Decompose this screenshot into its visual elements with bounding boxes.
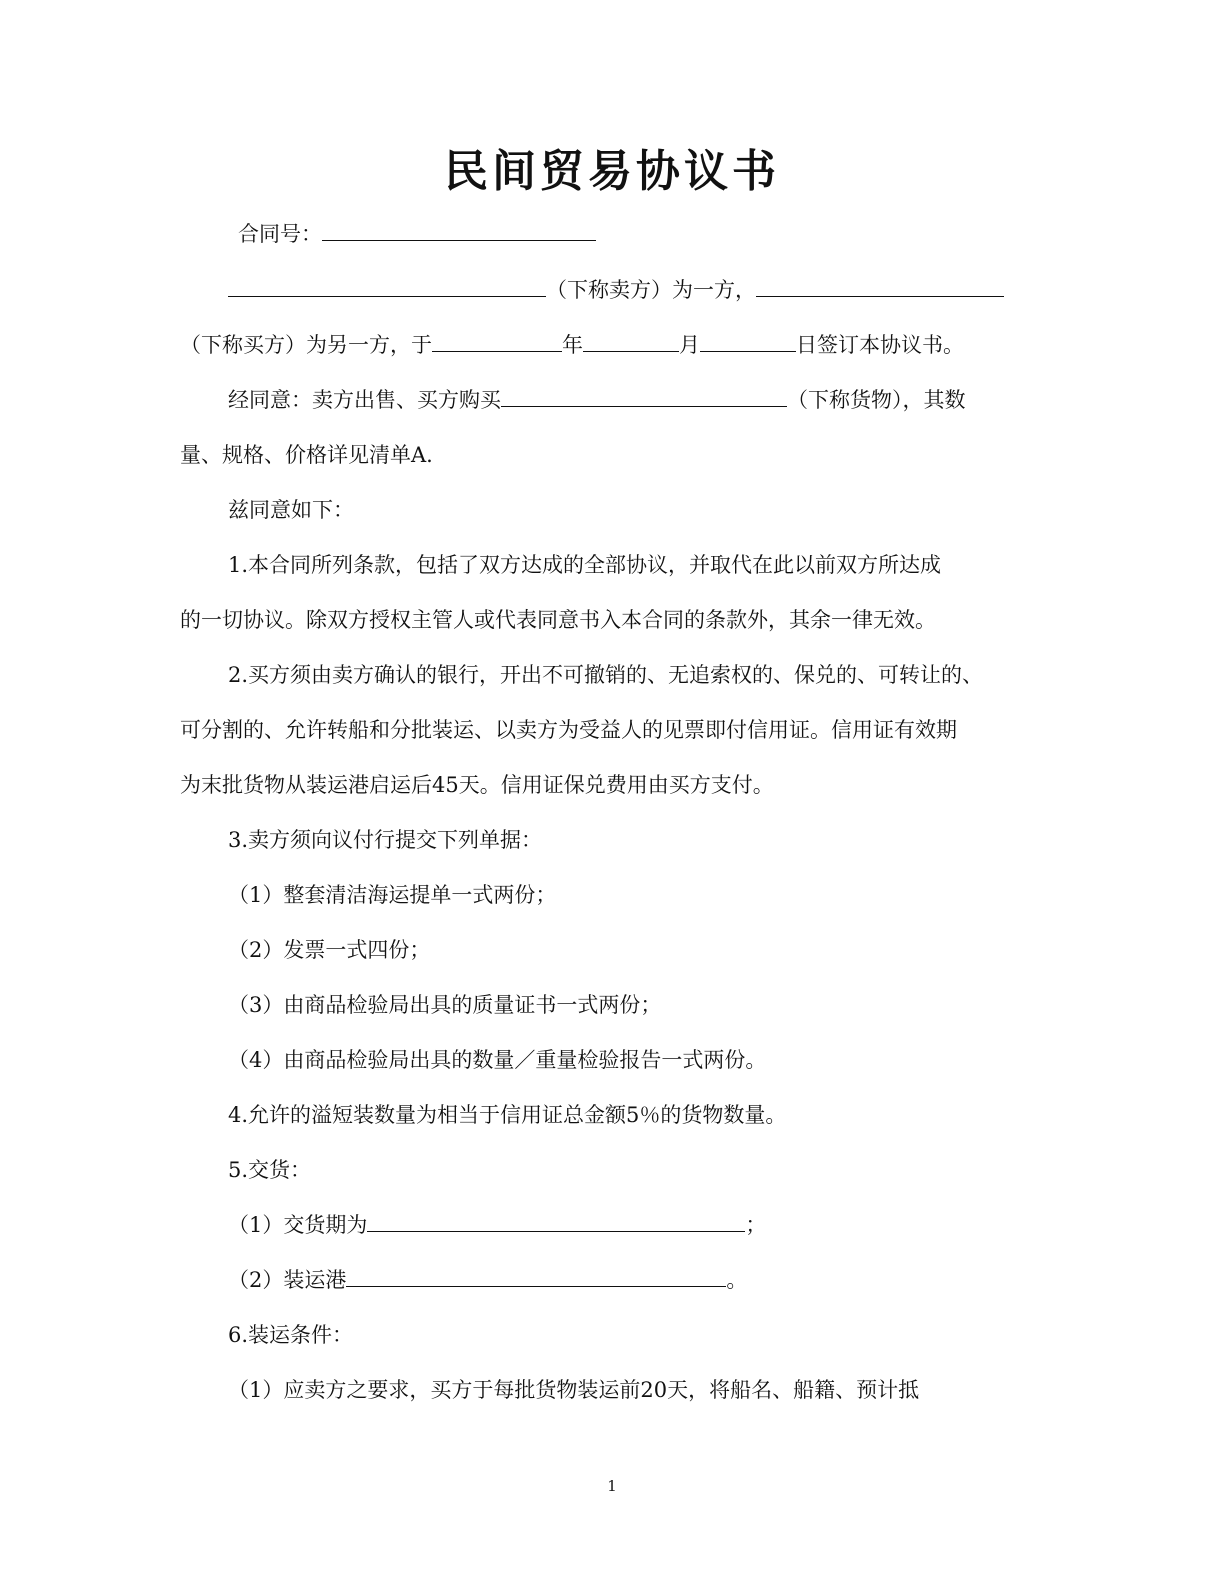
clause-6-item-1: （1）应卖方之要求，买方于每批货物装运前20天，将船名、船籍、预计抵 [228, 1378, 920, 1402]
goods-line-2: 量、规格、价格详见清单A. [180, 443, 433, 467]
day-sign-label: 日签订本协议书。 [796, 333, 964, 357]
clause-2-line-2: 可分割的、允许转船和分批装运、以卖方为受益人的见票即付信用证。信用证有效期 [180, 718, 957, 742]
buyer-date-line [180, 329, 964, 361]
page-number: 1 [607, 1477, 617, 1495]
delivery-period-label: （1）交货期为 [228, 1213, 368, 1237]
goods-line-1 [228, 384, 966, 416]
agree-heading: 兹同意如下： [228, 498, 354, 522]
clause-1-line-2: 的一切协议。除双方授权主管人或代表同意书入本合同的条款外，其余一律无效。 [180, 608, 936, 632]
clause-3-item-2: （2）发票一式四份； [228, 938, 431, 962]
clause-2-line-3: 为末批货物从装运港启运后45天。信用证保兑费用由买方支付。 [180, 773, 774, 797]
month-label: 月 [679, 333, 700, 357]
delivery-period-blank[interactable] [367, 1209, 745, 1232]
contract-number-label: 合同号： [238, 222, 322, 246]
seller-suffix: （下称卖方）为一方， [546, 278, 756, 302]
clause-3-item-3: （3）由商品检验局出具的质量证书一式两份； [228, 993, 662, 1017]
clause-5-item-2 [228, 1264, 747, 1296]
year-label: 年 [562, 333, 583, 357]
year-blank[interactable] [432, 329, 562, 352]
seller-name-blank[interactable] [228, 274, 546, 297]
goods-suffix: （下称货物），其数 [787, 388, 966, 412]
loading-port-suffix: 。 [726, 1268, 748, 1292]
clause-3-item-1: （1）整套清洁海运提单一式两份； [228, 883, 557, 907]
contract-number-blank[interactable] [322, 218, 596, 241]
document-title: 民间贸易协议书 [444, 146, 780, 197]
day-blank[interactable] [700, 329, 796, 352]
clause-1-line-1: 1.本合同所列条款，包括了双方达成的全部协议，并取代在此以前双方所达成 [228, 553, 942, 577]
month-blank[interactable] [583, 329, 679, 352]
clause-3-item-4: （4）由商品检验局出具的数量／重量检验报告一式两份。 [228, 1048, 767, 1072]
clause-6-heading: 6.装运条件： [228, 1323, 354, 1347]
buyer-name-blank[interactable] [756, 274, 1004, 297]
clause-5-heading: 5.交货： [228, 1158, 312, 1182]
buyer-suffix: （下称买方）为另一方，于 [180, 333, 432, 357]
goods-name-blank[interactable] [501, 384, 787, 407]
loading-port-blank[interactable] [346, 1264, 726, 1287]
contract-number-line [238, 218, 596, 250]
seller-line [228, 274, 1004, 306]
clause-5-item-1 [228, 1209, 766, 1241]
loading-port-label: （2）装运港 [228, 1268, 347, 1292]
clause-3-heading: 3.卖方须向议付行提交下列单据： [228, 828, 543, 852]
clause-2-line-1: 2.买方须由卖方确认的银行，开出不可撤销的、无追索权的、保兑的、可转让的、 [228, 663, 984, 687]
clause-4: 4.允许的溢短装数量为相当于信用证总金额5％的货物数量。 [228, 1103, 787, 1127]
delivery-period-suffix: ； [745, 1213, 767, 1237]
goods-prefix: 经同意：卖方出售、买方购买 [228, 388, 501, 412]
